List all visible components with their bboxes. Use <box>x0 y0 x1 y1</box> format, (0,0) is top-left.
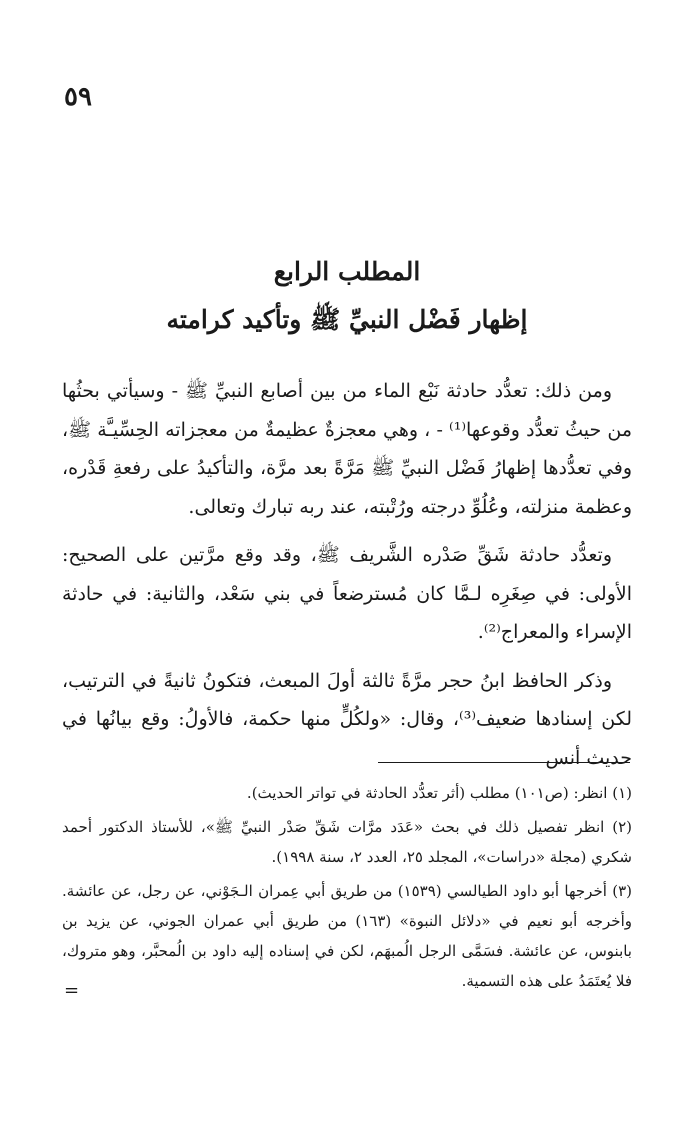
footnote-2: (٢) انظر تفصيل ذلك في بحث «عَدَد مرَّات شَقِّ صَدْر النبيِّ ﷺ»، للأستاذ الدكتور أحمد شكري (مجلة «دراسات»، المجلد ٢٥، العدد ٢، سنة ١٩٩٨). <box>62 818 632 866</box>
section-headings <box>64 252 630 340</box>
body-text <box>62 372 632 787</box>
page-number: ٥٩ <box>64 82 92 112</box>
section-subtitle: إظهار فَضْل النبيِّ ﷺ وتأكيد كرامته <box>166 305 528 334</box>
paragraph-3: وذكر الحافظ ابنُ حجر مرَّةً ثالثة أولَ المبعث، فتكونُ ثانيةً في الترتيب، لكن إسنادها ضعيف⁽³⁾، وقال: «ولكُلٍّ منها حكمة، فالأولُ: وقع بيانُها في حديث أنس <box>62 669 632 769</box>
footnote-divider <box>378 762 630 763</box>
section-title: المطلب الرابع <box>273 257 421 286</box>
footnote-3: (٣) أخرجها أبو داود الطيالسي (١٥٣٩) من طريق أبي عِمران الـجَوْني، عن رجل، عن عائشة. وأخرجه أبو نعيم في «دلائل النبوة» (١٦٣) من طريق أبي عمران الجوني، عن يزيد بن بابنوس، عن عائشة. فسَمَّى الرجل الُمبهَم، لكن في إسناده إليه داود بن الُمحبَّر، وهو متروك، فلا يُعتَمَدُ على هذه التسمية. <box>62 882 632 990</box>
paragraph-1: ومن ذلك: تعدُّد حادثة نَبْع الماء من بين أصابع النبيِّ ﷺ - وسيأتي بحثُها من حيثُ تعدُّد وقوعها⁽¹⁾ - ، وهي معجزةٌ عظيمةٌ من معجزاته الحِسِّيـَّة ﷺ، وفي تعدُّدها إظهارُ فَضْل النبيِّ ﷺ مَرَّةً بعد مرَّة، والتأكيدُ على رفعةِ قَدْره، وعظمة منزلته، وعُلُوِّ درجته ورُتْبته، عند ربه تبارك وتعالى. <box>62 380 633 518</box>
paragraph-2: وتعدُّد حادثة شَقِّ صَدْره الشَّريف ﷺ، وقد وقع مرَّتين على الصحيح: الأولى: في صِغَرِه لـمَّا كان مُسترضعاً في بني سَعْد، والثانية: في حادثة الإسراء والمعراج⁽²⁾. <box>62 544 632 643</box>
continuation-mark: = <box>64 980 80 1001</box>
footnote-1: (١) انظر: (ص١٠١) مطلب (أثر تعدُّد الحادثة في تواتر الحديث). <box>246 784 632 802</box>
footnotes <box>62 778 632 1000</box>
